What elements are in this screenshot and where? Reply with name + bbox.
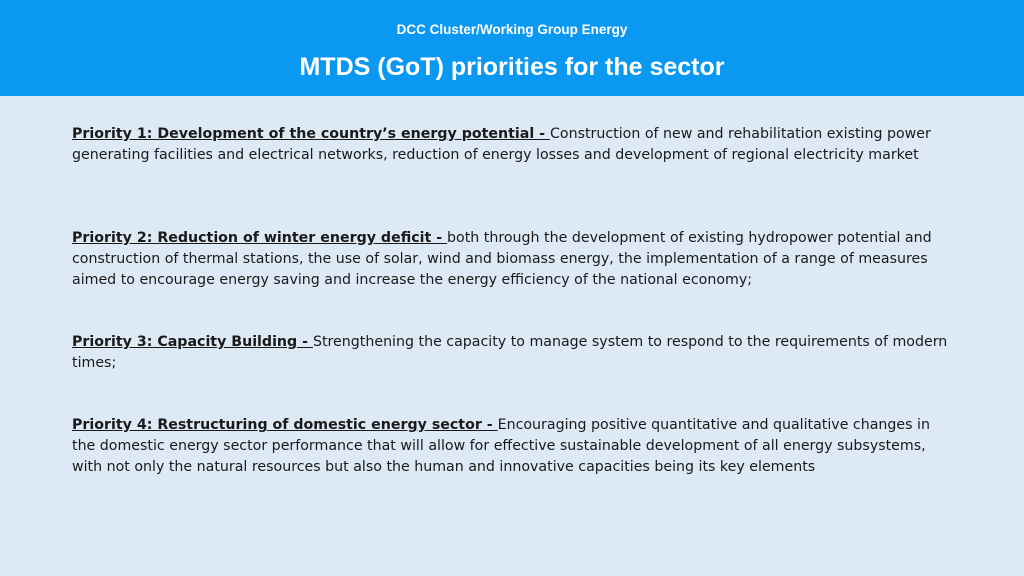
slide-header: [0, 0, 1024, 96]
priority-4: [72, 415, 952, 478]
priority-1-lead: Priority 1: Development of the country’s energy potential -: [72, 126, 550, 142]
priority-2-text: both through the development of existing hydropower potential and construction of thermal stations, the use of solar, wind and biomass energy, the implementation of a range of measures aimed to encourage energy saving and increase the energy efficiency of the national economy;: [72, 230, 932, 288]
priority-3: [72, 332, 952, 374]
slide-supertitle: DCC Cluster/Working Group Energy: [396, 22, 628, 37]
slide-title: MTDS (GoT) priorities for the sector: [299, 53, 725, 81]
priority-3-lead: Priority 3: Capacity Building -: [72, 334, 313, 350]
priority-3-text: Strengthening the capacity to manage system to respond to the requirements of modern times;: [72, 334, 948, 371]
priority-1-text: Construction of new and rehabilitation existing power generating facilities and electrical networks, reduction of energy losses and development of regional electricity market: [72, 126, 931, 163]
priority-1: [72, 124, 952, 166]
priority-2-lead: Priority 2: Reduction of winter energy deficit -: [72, 230, 448, 246]
priority-4-text: Encouraging positive quantitative and qualitative changes in the domestic energy sector performance that will allow for effective sustainable development of all energy subsystems, with not only the natural resources but also the human and innovative capacities being its key elements: [72, 417, 930, 475]
priority-4-lead: Priority 4: Restructuring of domestic energy sector -: [72, 417, 498, 433]
priority-2: [72, 228, 952, 291]
